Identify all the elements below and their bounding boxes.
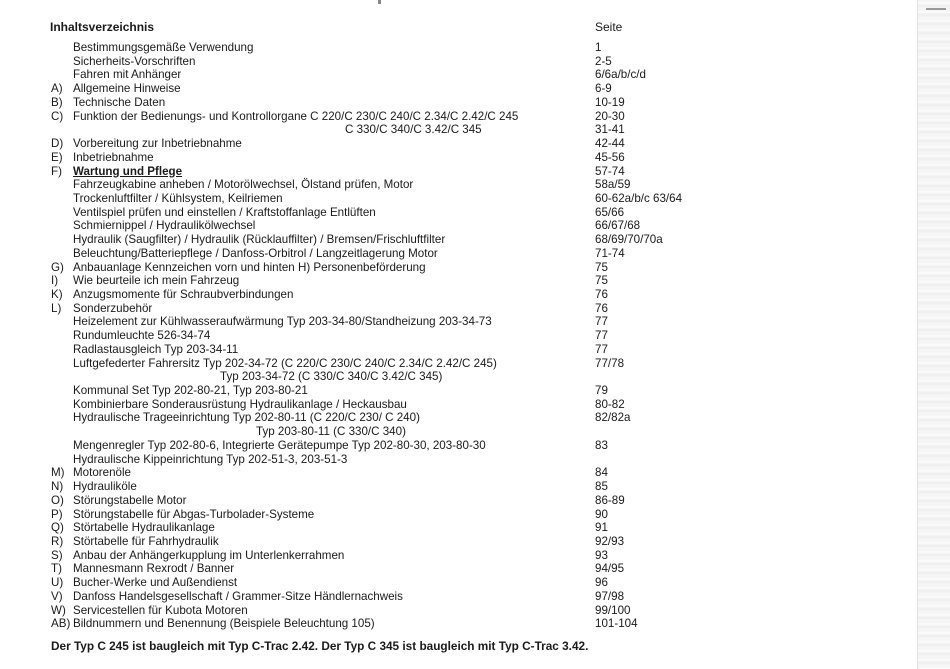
toc-entry-page: 77 (595, 342, 608, 356)
toc-entry-title: Kombinierbare Sonderausrüstung Hydraulikanlage / Heckausbau (73, 397, 407, 411)
toc-entry-letter: K) (51, 288, 63, 301)
toc-entry-title: Wartung und Pflege (73, 164, 183, 178)
toc-entry (0, 508, 900, 522)
toc-entry-letter: B) (51, 95, 63, 109)
toc-entry-title: Rundumleuchte 526-34-74 (73, 329, 211, 343)
toc-entry-page: 77/78 (595, 356, 625, 370)
toc-entry-page: 77 (595, 315, 608, 329)
toc-entry-letter: U) (51, 576, 64, 590)
toc-entry (0, 165, 900, 179)
toc-entry (0, 68, 900, 82)
toc-entry-title: Motorenöle (73, 466, 132, 480)
toc-entry-title: Danfoss Handelsgesellschaft / Grammer-Sitze Händlernachweis (73, 589, 403, 603)
toc-entry-title: Heizelement zur Kühlwasseraufwärmung Typ 203-34-80/Standheizung 203-34-73 (73, 315, 492, 329)
toc-entry-page: 96 (595, 576, 608, 590)
toc-entry-page: 75 (595, 260, 608, 274)
toc-entry-page: 93 (595, 548, 608, 562)
toc-entry-title: Bucher-Werke und Außendienst (73, 576, 238, 590)
toc-entry (0, 329, 900, 343)
toc-entry-page: 77 (595, 329, 608, 343)
toc-entry-title: Fahrzeugkabine anheben / Motorölwechsel, Ölstand prüfen, Motor (73, 178, 414, 192)
toc-entry-letter: N) (51, 480, 64, 493)
toc-entry-title: Typ 203-80-11 (C 330/C 340) (256, 425, 406, 439)
toc-entry-title: Schmiernippel / Hydraulikölwechsel (73, 219, 256, 233)
toc-entry (0, 96, 900, 110)
toc-entry-title: Mannesmann Rexrodt / Banner (73, 562, 235, 576)
toc-entry-title: Störtabelle Hydraulikanlage (73, 521, 215, 535)
toc-entry-page: 10-19 (595, 95, 625, 109)
toc-entry-letter: P) (51, 507, 63, 521)
toc-entry-title: Fahren mit Anhänger (73, 68, 182, 82)
toc-entry (0, 398, 900, 412)
toc-entry (0, 576, 900, 590)
toc-entry (0, 274, 900, 288)
toc-entry-page: 68/69/70/70a (595, 233, 663, 247)
toc-entry-page: 91 (595, 521, 608, 535)
toc-entry-letter: W) (51, 603, 66, 617)
toc-entry-page: 6-9 (595, 82, 612, 96)
toc-entry (0, 82, 900, 96)
toc-entry-title: Trockenluftfilter / Kühlsystem, Keilriemen (73, 191, 283, 205)
toc-entry (0, 604, 900, 618)
toc-entry-page: 75 (595, 274, 608, 288)
toc-entry (0, 137, 900, 151)
toc-entry (0, 425, 900, 439)
toc-entry (0, 41, 900, 55)
toc-entry-title: Servicestellen für Kubota Motoren (73, 603, 248, 617)
toc-entry-title: Störungstabelle für Abgas-Turbolader-Systeme (73, 507, 315, 521)
toc-entry-page: 2-5 (595, 54, 612, 68)
toc-entry (0, 480, 900, 494)
toc-entry (0, 233, 900, 247)
toc-title: Inhaltsverzeichnis (50, 20, 155, 34)
toc-entry (0, 439, 900, 453)
toc-entry-page: 20-30 (595, 109, 625, 123)
toc-entry-page: 101-104 (595, 617, 638, 631)
toc-entry-letter: A) (51, 82, 63, 96)
toc-entry-letter: AB) (51, 617, 71, 631)
toc-entry (0, 55, 900, 69)
toc-entry (0, 247, 900, 261)
toc-entry-title: Beleuchtung/Batteriepflege / Danfoss-Orbitrol / Langzeitlagerung Motor (73, 246, 438, 260)
toc-entry-page: 57-74 (595, 164, 625, 178)
toc-entry-letter: L) (51, 301, 62, 315)
toc-entry-letter: F) (51, 164, 62, 178)
toc-entry-title: Sonderzubehör (73, 301, 153, 315)
toc-entry-letter: S) (51, 548, 63, 562)
scan-artifact-corner (926, 8, 946, 10)
toc-entry-letter: R) (51, 534, 64, 548)
toc-entry-page: 60-62a/b/c 63/64 (595, 191, 683, 205)
toc-entry-page: 31-41 (595, 123, 625, 137)
toc-entry-title: Funktion der Bedienungs- und Kontrollorgane C 220/C 230/C 240/C 2.34/C 2.42/C 245 (73, 109, 519, 123)
toc-entry-letter: M) (51, 466, 65, 480)
toc-entry-title: Luftgefederter Fahrersitz Typ 202-34-72 (C 220/C 230/C 240/C 2.34/C 2.42/C 245) (73, 356, 497, 370)
toc-entry-page: 84 (595, 466, 608, 480)
toc-entry (0, 549, 900, 563)
toc-entry-title: Allgemeine Hinweise (73, 82, 181, 96)
toc-entry-page: 66/67/68 (595, 219, 641, 233)
toc-entry-title: Mengenregler Typ 202-80-6, Integrierte Gerätepumpe Typ 202-80-30, 203-80-30 (73, 438, 486, 452)
toc-entry-page: 6/6a/b/c/d (595, 68, 646, 82)
toc-entry (0, 302, 900, 316)
toc-entry-letter: T) (51, 562, 62, 576)
toc-entry-letter: O) (51, 493, 64, 507)
toc-entry (0, 219, 900, 233)
toc-entry (0, 151, 900, 165)
toc-entry-page: 86-89 (595, 493, 625, 507)
toc-entry-title: Sicherheits-Vorschriften (73, 54, 196, 68)
toc-entry-page: 90 (595, 507, 608, 521)
toc-entry-page: 80-82 (595, 397, 625, 411)
toc-entry-letter: C) (51, 109, 64, 123)
toc-entry-page: 97/98 (595, 589, 625, 603)
toc-entry (0, 535, 900, 549)
toc-entry-title: C 330/C 340/C 3.42/C 345 (345, 123, 482, 137)
toc-entry-title: Bildnummern und Benennung (Beispiele Beleuchtung 105) (73, 617, 375, 631)
toc-entry (0, 192, 900, 206)
toc-entry-letter: I) (51, 274, 59, 288)
toc-entry-page: 79 (595, 384, 608, 397)
toc-entry-title: Radlastausgleich Typ 203-34-11 (73, 342, 239, 356)
toc-entry-title: Ventilspiel prüfen und einstellen / Kraftstoffanlage Entlüften (73, 205, 376, 219)
toc-entry-page: 83 (595, 438, 608, 452)
toc-entry (0, 343, 900, 357)
page-column-header: Seite (595, 20, 623, 34)
toc-entry (0, 357, 900, 371)
toc-entry-page: 92/93 (595, 534, 625, 548)
toc-entry (0, 411, 900, 425)
toc-entry-page: 45-56 (595, 150, 625, 164)
toc-entry (0, 370, 900, 384)
toc-entry-title: Technische Daten (73, 95, 166, 109)
toc-entry (0, 288, 900, 302)
footer-note: Der Typ C 245 ist baugleich mit Typ C-Trac 2.42. Der Typ C 345 ist baugleich mit Typ C-Trac 3.42. (51, 639, 589, 653)
toc-entry-title: Störtabelle für Fahrhydraulik (73, 534, 219, 548)
toc-entry-page: 42-44 (595, 137, 625, 150)
toc-entry-letter: V) (51, 589, 63, 603)
toc-entry-title: Wie beurteile ich mein Fahrzeug (73, 274, 240, 288)
toc-entry-title: Störungstabelle Motor (73, 493, 187, 507)
toc-entry-title: Inbetriebnahme (73, 150, 154, 164)
toc-entry-page: 58a/59 (595, 178, 631, 192)
toc-entry-title: Vorbereitung zur Inbetriebnahme (73, 137, 242, 150)
toc-entry (0, 617, 900, 631)
toc-entry-page: 99/100 (595, 603, 631, 617)
toc-entry (0, 261, 900, 275)
toc-entry-letter: E) (51, 150, 63, 164)
toc-entry-page: 1 (595, 41, 602, 54)
toc-entry (0, 123, 900, 137)
toc-entry-title: Anzugsmomente für Schraubverbindungen (73, 288, 294, 301)
toc-entry-title: Anbauanlage Kennzeichen vorn und hinten H) Personenbeförderung (73, 260, 426, 274)
toc-entry (0, 206, 900, 220)
toc-entry-page: 76 (595, 301, 608, 315)
toc-entry-page: 71-74 (595, 246, 625, 260)
toc-entry-title: Hydraulik (Saugfilter) / Hydraulik (Rücklauffilter) / Bremsen/Frischluftfilter (73, 233, 446, 247)
toc-entry (0, 384, 900, 398)
toc-entry (0, 590, 900, 604)
toc-entry (0, 521, 900, 535)
toc-entry (0, 315, 900, 329)
toc-entry-letter: D) (51, 137, 64, 150)
toc-entry-title: Hydraulische Trageeinrichtung Typ 202-80-11 (C 220/C 230/ C 240) (73, 411, 420, 425)
toc-entry-letter: Q) (51, 521, 64, 535)
toc-entry (0, 494, 900, 508)
scan-edge (917, 0, 950, 669)
toc-entry (0, 110, 900, 124)
toc-entry-page: 82/82a (595, 411, 631, 425)
toc-entry-page: 94/95 (595, 562, 625, 576)
toc-entry (0, 562, 900, 576)
scan-artifact (378, 0, 381, 4)
toc-entry-title: Anbau der Anhängerkupplung im Unterlenkerrahmen (73, 548, 345, 562)
toc-entry-title: Hydrauliköle (73, 480, 137, 493)
toc-entry-page: 65/66 (595, 205, 625, 219)
toc-entry-title: Typ 203-34-72 (C 330/C 340/C 3.42/C 345) (220, 370, 443, 384)
toc-entry (0, 453, 900, 467)
toc-entry-page: 85 (595, 480, 608, 493)
toc-entry-page: 76 (595, 288, 608, 301)
toc-entry (0, 466, 900, 480)
toc-entry-title: Bestimmungsgemäße Verwendung (73, 41, 254, 54)
toc-entry-letter: G) (51, 260, 64, 274)
toc-entry-title: Hydraulische Kippeinrichtung Typ 202-51-3, 203-51-3 (73, 452, 348, 466)
toc-entry-title: Kommunal Set Typ 202-80-21, Typ 203-80-21 (73, 384, 308, 397)
toc-entry (0, 178, 900, 192)
